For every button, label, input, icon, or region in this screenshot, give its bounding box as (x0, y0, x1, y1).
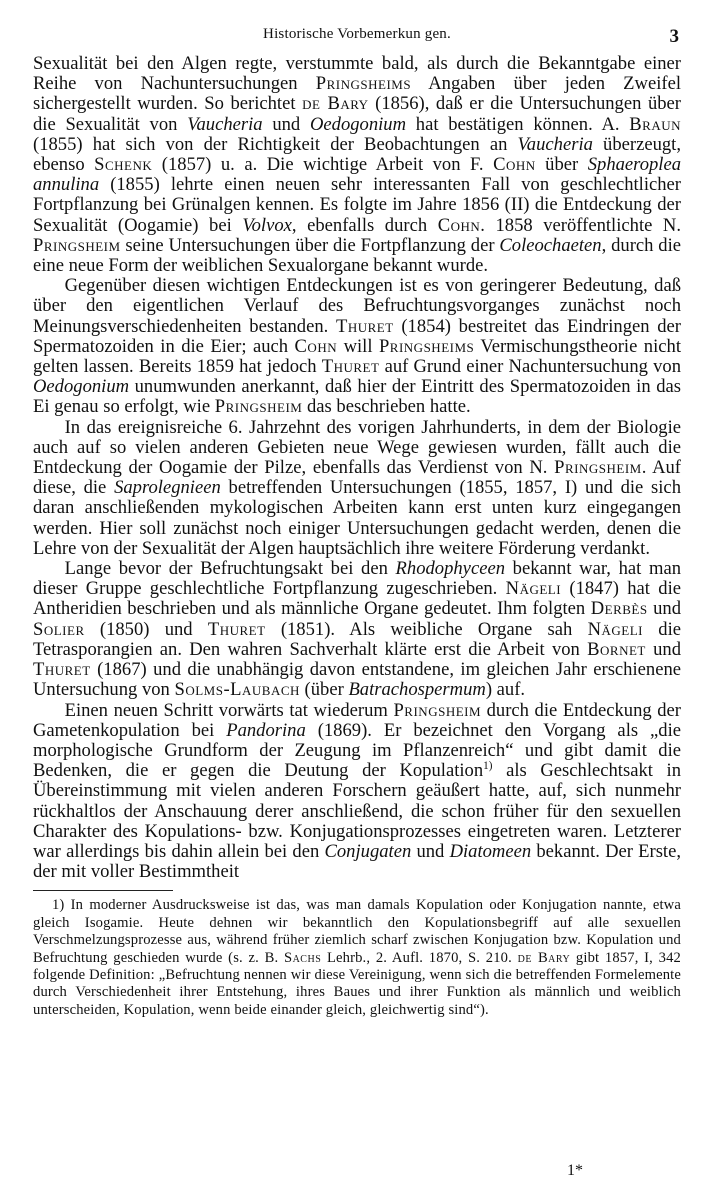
text-run: Sexualität bei den Algen regte, verstummte bald, als durch die Bekanntgabe einer Reihe von Nachuntersuchungen (33, 53, 681, 95)
text-run: ) auf. (485, 679, 526, 701)
author-name: Solier (33, 618, 85, 640)
footnote (33, 897, 681, 1019)
text-run: seine Untersuchungen über die Fortpflanzung der (120, 234, 500, 256)
text-run: Gegenüber diesen wichtigen Entdeckungen ist es von geringerer Bedeutung, daß über den eigentlichen Verlauf des Befruchtungsvorganges zunächst noch Meinungsverschiedenheiten bestanden. (33, 275, 681, 337)
text-run: durch die Entdeckung der Gametenkopulation bei (33, 699, 681, 741)
text-run: . Auf diese, die (33, 457, 682, 499)
footnote-text (33, 897, 681, 1019)
text-run: als Geschlechtsakt in Übereinstimmung mit vielen anderen Forschern geäußert hatte, auf, sich nunmehr rückhaltlos der Anschauung derer anschließend, die schon früher für den sexuellen Charakter des Kopulations- bzw. Konjugationsprozesses eingetreten waren. Letzterer war allerdings bis dahin allein bei den (33, 760, 682, 862)
author-name: Pringsheims (378, 335, 475, 357)
text-run: (1851). Als weibliche Organe sah (265, 618, 588, 640)
text-run: bekannt. Der Erste, der mit voller Bestimmtheit (33, 840, 681, 883)
text-run: überzeugt, ebenso (33, 133, 681, 176)
text-run: (1867) und die unabhängig davon entstandene, im gleichen Jahr erschienene Untersuchung von (33, 659, 681, 701)
text-run: (1855) hat sich von der Richtigkeit der Beobachtungen an (33, 133, 518, 155)
italic-term: Oedogonium (309, 113, 407, 135)
text-run: (1855) lehrte einen neuen sehr interessanten Fall von geschlechtlicher Fortpflanzung bei Grünalgen kennen. Es folgte im Jahre 1856 (II) die Entdeckung der Sexualität (Oogamie) bei (33, 174, 681, 236)
signature-mark: 1* (567, 1162, 583, 1179)
author-name: Pringsheim (214, 396, 303, 418)
text-run: betreffenden Untersuchungen (1855, 1857, I) und die sich daran anschließenden mykologischen Arbeiten kann erst unten kurz eingegangen werden. Hier soll zunächst noch einiger Untersuchungen gedacht werden, denen die Lehre von der Sexualität der Algen hauptsächlich ihre weitere Förderung verdankt. (33, 477, 681, 559)
text-run: Vermischungstheorie nicht gelten lassen. Bereits 1859 hat jedoch (33, 335, 681, 378)
paragraph (33, 559, 681, 700)
text-run: 1) In moderner Ausdrucksweise ist das, was man damals Kopulation oder Konjugation nannte, etwa gleich Isogamie. Heute dehnen wir bekanntlich den Kopulationsbegriff auf alle sexuellen Verschmelzungsprozesse aus, während früher ziemlich scharf zwischen Konjugation bzw. Kopulation und Befruchtung geschieden wurde (s. z. B. (33, 897, 681, 966)
italic-term: Rhodophyceen (395, 558, 505, 580)
author-name: Thuret (33, 659, 91, 681)
author-name: de Bary (302, 93, 369, 115)
paragraph (33, 276, 681, 417)
italic-term: Diatomeen (449, 840, 532, 862)
text-run: auf Grund einer Nachuntersuchung von (379, 356, 682, 378)
text-run: (über (299, 679, 349, 701)
text-run: (1856), daß er die Untersuchungen über die Sexualität von (33, 93, 681, 135)
text-run: und (262, 113, 310, 135)
text-run: und (645, 638, 682, 660)
text-run: , ebenfalls durch (291, 214, 438, 236)
paragraph (33, 54, 681, 276)
italic-term: Oedogonium (33, 376, 130, 398)
text-run: Einen neuen Schritt vorwärts tat wiederum (64, 699, 394, 721)
italic-term: Vaucheria (187, 113, 263, 135)
author-name: Schenk (94, 154, 153, 176)
text-run: , durch die eine neue Form der weiblichen Sexualorgane bekannt wurde. (33, 234, 681, 277)
author-name: de Bary (517, 949, 571, 966)
author-name: Pringsheims (315, 73, 412, 95)
text-run: über (535, 154, 588, 176)
author-name: Pringsheim (554, 457, 642, 479)
italic-term: Volvox (242, 214, 292, 236)
text-run: und (411, 840, 450, 862)
author-name: Cohn (437, 214, 481, 236)
paragraph (33, 418, 681, 559)
text-run: Lange bevor der Befruchtungsakt bei den (64, 558, 396, 580)
footnote-divider (33, 890, 173, 891)
text-run: (1850) und (84, 618, 208, 640)
body-text (33, 54, 681, 882)
text-run: Lehrb., 2. Aufl. 1870, S. 210. (321, 949, 518, 966)
text-run: (1847) hat die Antheridien beschrieben und als männliche Organe gedeutet. Ihm folgten (33, 578, 681, 620)
text-run: . 1858 veröffentlichte N. (480, 214, 682, 236)
author-name: Sachs (283, 949, 322, 966)
italic-term: Coleochaeten (499, 234, 602, 256)
text-run: In das ereignisreiche 6. Jahrzehnt des vorigen Jahrhunderts, in dem der Biologie auch auf so vielen anderen Gebieten neue Wege gewiesen wurden, fällt auch die Entdeckung der Oogamie der Pilze, ebenfalls das Verdienst von N. (33, 416, 681, 479)
italic-term: Vaucheria (517, 133, 593, 155)
author-name: Pringsheim (393, 699, 482, 721)
text-run: (1857) u. a. Die wichtige Arbeit von F. (152, 154, 494, 176)
author-name: Bornet (587, 638, 646, 660)
italic-term: Batrachospermum (348, 679, 486, 701)
author-name: Solms-Laubach (174, 679, 300, 701)
italic-term: Saprolegnieen (114, 477, 221, 499)
author-name: Derbès (590, 598, 648, 620)
text-run: und (647, 598, 681, 620)
italic-term: Sphaeroplea annulina (33, 154, 682, 196)
text-run: bekannt war, hat man dieser Gruppe geschlechtliche Fortpflanzung zugeschrieben. (33, 558, 681, 600)
italic-term: Pandorina (226, 719, 306, 741)
text-run: Angaben über jeden Zweifel sichergestellt wurden. So berichtet (33, 73, 681, 115)
author-name: Thuret (335, 315, 394, 337)
italic-term: Conjugaten (324, 840, 412, 862)
page-number: 3 (669, 26, 679, 47)
author-name: Cohn (294, 335, 338, 357)
footnote-ref: 1) (483, 759, 493, 772)
paragraph (33, 701, 681, 883)
author-name: Thuret (207, 618, 266, 640)
page-header (33, 26, 681, 54)
text-run: die Tetrasporangien an. Den wahren Sachverhalt klärte erst die Arbeit von (33, 618, 681, 660)
author-name: Thuret (321, 356, 380, 378)
author-name: Braun (629, 113, 682, 135)
text-run: (1869). Er bezeichnet den Vorgang als „die morphologische Grundform der Zeugung im Pflanzenreich“ und gibt damit die Bedenken, die er gegen die Deutung der Kopulation (33, 719, 681, 782)
text-run: das beschrieben hatte. (302, 396, 471, 418)
author-name: Nägeli (505, 578, 562, 600)
text-run: unumwunden anerkannt, daß hier der Eintritt des Spermatozoiden in das Ei genau so erfolgt, wie (33, 376, 681, 418)
text-run: hat bestätigen können. A. (406, 113, 630, 135)
running-head: Historische Vorbemerkun gen. (263, 26, 451, 42)
text-run: will (337, 335, 379, 357)
author-name: Pringsheim (33, 234, 121, 256)
author-name: Cohn (493, 154, 536, 176)
author-name: Nägeli (587, 618, 644, 640)
text-run: (1854) bestreitet das Eindringen der Spermatozoiden in die Eier; auch (33, 315, 681, 357)
text-run: gibt 1857, I, 342 folgende Definition: „Befruchtung nennen wir diese Vereinigung, wenn sich die betreffenden Formelemente durch Verschiedenheit ihrer Entstehung, ihres Baues und ihrer Funktion als männlich und weiblich unterscheiden, Kopulation, wenn beide einander gleich, gleichwertig sind“). (33, 949, 681, 1018)
